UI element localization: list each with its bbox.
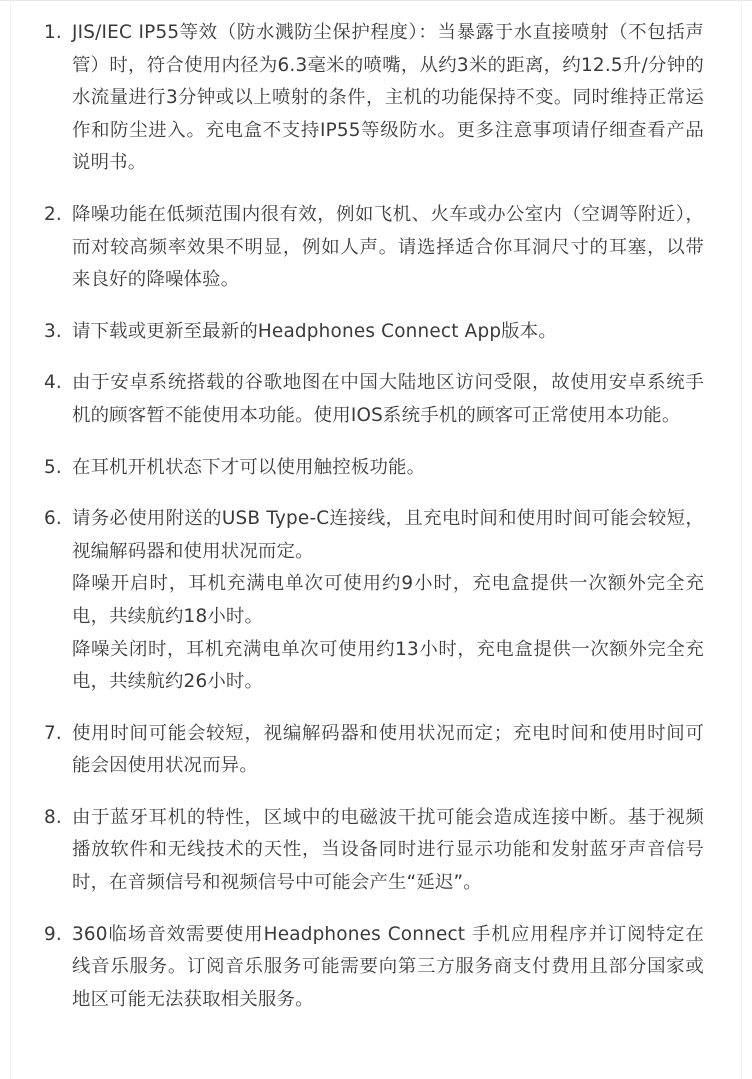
- footnote-content: [72, 802, 704, 900]
- footnote-content: [72, 718, 704, 783]
- footnote-text: 360临场音效需要使用Headphones Connect 手机应用程序并订阅特定在线音乐服务。订阅音乐服务可能需要向第三方服务商支付费用且部分国家或地区可能无法获取相关服务。: [72, 923, 704, 1010]
- footnote-item-3: [44, 316, 704, 349]
- footnote-text: 请务必使用附送的USB Type-C连接线，且充电时间和使用时间可能会较短，视编解码器和使用状况而定。: [72, 508, 704, 562]
- footnote-text: 在耳机开机状态下才可以使用触控板功能。: [72, 456, 426, 478]
- footnote-item-6: [44, 503, 704, 699]
- footnote-item-4: [44, 367, 704, 432]
- footnote-item-9: [44, 919, 704, 1017]
- footnote-content: [72, 503, 704, 699]
- footnote-item-8: [44, 802, 704, 900]
- footnote-number: 1.: [44, 22, 62, 43]
- footnote-item-1: [44, 17, 704, 180]
- footnote-content: [72, 316, 704, 349]
- footnote-text: 由于蓝牙耳机的特性，区域中的电磁波干扰可能会造成连接中断。基于视频播放软件和无线技术的天性，当设备同时进行显示功能和发射蓝牙声音信号时，在音频信号和视频信号中可能会产生“延迟”。: [72, 806, 704, 894]
- footnote-text: JIS/IEC IP55等效（防水溅防尘保护程度）：当暴露于水直接喷射（不包括声管）时，符合使用内径为6.3毫米的喷嘴，从约3米的距离，约12.5升/分钟的水流量进行3分钟或以上喷射的条件，主机的功能保持不变。同时维持正常运作和防尘进入。充电盒不支持IP55等级防水。更多注意事项请仔细查看产品说明书。: [72, 22, 704, 174]
- footnote-content: [72, 452, 704, 485]
- footnote-number: 6.: [44, 508, 62, 530]
- footnote-text-nc-on: 降噪开启时，耳机充满电单次可使用约9小时，充电盒提供一次额外完全充电，共续航约18小时。: [72, 573, 704, 627]
- footnote-number: 5.: [44, 456, 62, 478]
- footnote-text: 使用时间可能会较短，视编解码器和使用状况而定；充电时间和使用时间可能会因使用状况而异。: [72, 722, 704, 777]
- footnote-content: [72, 17, 704, 180]
- footnote-number: 8.: [44, 806, 62, 828]
- footnote-content: [72, 919, 704, 1017]
- footnote-content: [72, 367, 704, 432]
- footnote-text: 由于安卓系统搭载的谷歌地图在中国大陆地区访问受限，故使用安卓系统手机的顾客暂不能使用本功能。使用IOS系统手机的顾客可正常使用本功能。: [72, 372, 704, 426]
- footnote-number: 2.: [44, 203, 62, 225]
- right-edge-divider: [741, 0, 742, 1079]
- footnote-number: 3.: [44, 320, 62, 342]
- footnote-item-5: [44, 452, 704, 485]
- footnote-item-7: [44, 718, 704, 783]
- footnote-number: 7.: [44, 722, 62, 744]
- footnote-text-nc-off: 降噪关闭时，耳机充满电单次可使用约13小时，充电盒提供一次额外完全充电，共续航约26小时。: [72, 638, 704, 693]
- footnote-number: 9.: [44, 923, 62, 945]
- top-divider: [0, 0, 752, 1]
- footnote-content: [72, 199, 704, 297]
- footnote-item-2: [44, 199, 704, 297]
- footnote-text: 请下载或更新至最新的Headphones Connect App版本。: [72, 320, 557, 342]
- footnote-number: 4.: [44, 372, 62, 394]
- left-edge-divider: [10, 0, 11, 1079]
- footnote-text: 降噪功能在低频范围内很有效，例如飞机、火车或办公室内（空调等附近），而对较高频率效果不明显，例如人声。请选择适合你耳洞尺寸的耳塞，以带来良好的降噪体验。: [72, 203, 704, 291]
- footnote-list: [44, 17, 704, 1035]
